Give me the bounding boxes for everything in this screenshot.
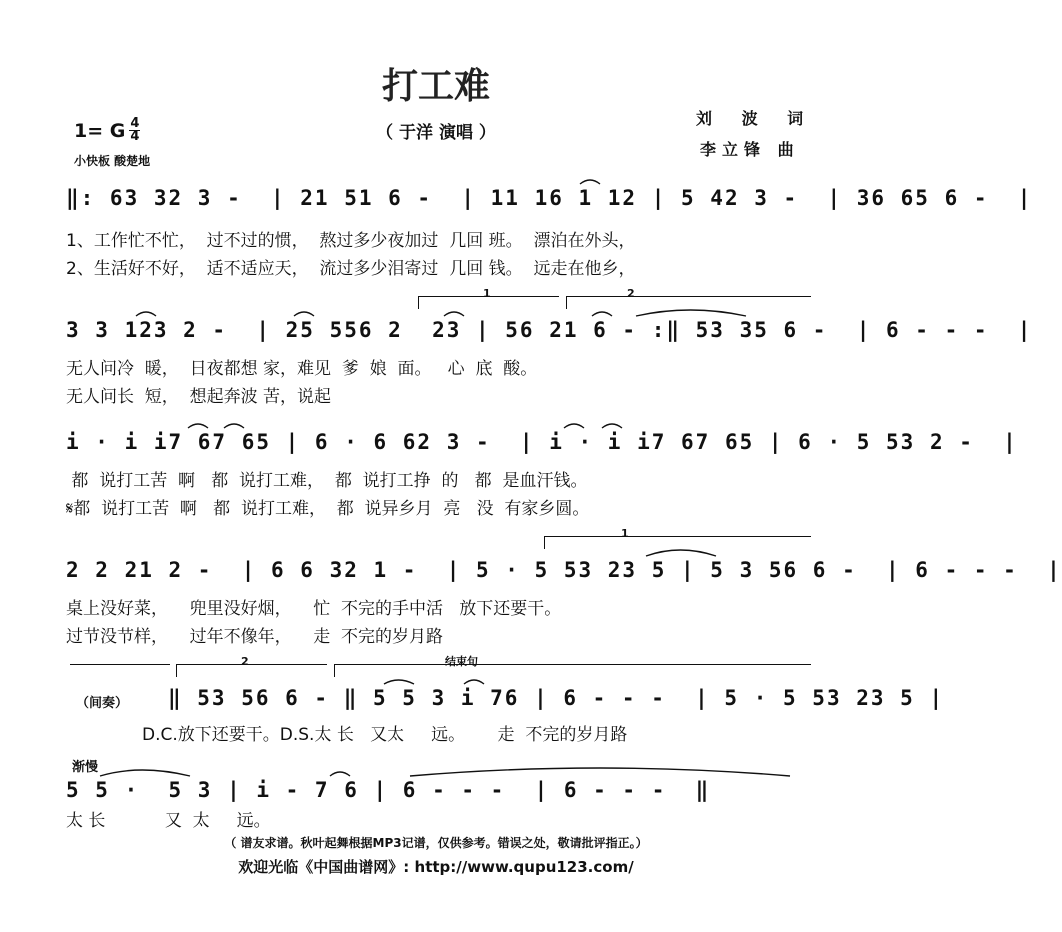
lyric-line-2-verse-2: 无人问长 短， 想起奔波 苦，说起	[66, 387, 332, 407]
slur-16	[410, 768, 790, 776]
slur-15	[330, 772, 350, 776]
ending-phrase-bracket	[334, 655, 811, 677]
score-line-3: i · i i7 67 65 | 6 · 6 62 3 - | i · i i7 67 65 | 6 · 5 53 2 - |	[66, 430, 1018, 454]
lyric-line-2-verse-1: 无人问冷 暖， 日夜都想 家，难见 爹 娘 面。 心 底 酸。	[66, 359, 538, 379]
volta-1-label: 1	[483, 287, 491, 300]
slur-11	[646, 550, 716, 556]
slur-9	[564, 424, 584, 428]
tempo-marking: 小快板 酸楚地	[74, 154, 151, 168]
slur-8	[224, 424, 244, 428]
interlude-line	[70, 664, 170, 677]
lyric-line-4-verse-2: 过节没节样， 过年不像年， 走 不完的岁月路	[66, 627, 444, 647]
score-line-6: 5 5 · 5 3 | i - 7 6 | 6 - - - | 6 - - - ‖	[66, 778, 711, 802]
lyric-line-4-verse-1: 桌上没好菜， 兜里没好烟， 忙 不完的手中活 放下还要干。	[66, 599, 562, 619]
slur-1	[580, 180, 600, 184]
score-line-1: ‖: 63 32 3 - | 21 51 6 - | 11 16 1 12 | 5 42 3 - | 36 65 6 - |	[66, 186, 1033, 210]
site-credit: 欢迎光临《中国曲谱网》: http://www.qupu123.com/	[238, 858, 634, 876]
volta-2-second	[176, 655, 327, 677]
lyric-line-5: D.C.放下还要干。D.S.太 长 又太 远。 走 不完的岁月路	[142, 725, 628, 745]
interlude-label: （间奏）	[76, 696, 129, 711]
slur-3	[294, 312, 314, 316]
slur-4	[444, 312, 464, 316]
song-title: 打工难	[381, 66, 490, 107]
lyric-line-1-verse-1: 1、工作忙不忙， 过不过的惯， 熬过多少夜加过 几回 班。 漂泊在外头，	[66, 231, 636, 251]
composer-credit: 李立锋 曲	[700, 140, 800, 159]
slur-13	[464, 680, 484, 684]
lyric-line-3-verse-1: 都 说打工苦 啊 都 说打工难， 都 说打工挣 的 都 是血汗钱。	[66, 471, 588, 491]
slur-12	[384, 680, 414, 684]
lyric-line-6: 太 长 又 太 远。	[66, 811, 271, 831]
score-line-4: 2 2 21 2 - | 6 6 32 1 - | 5 · 5 53 23 5 | 5 3 56 6 - | 6 - - - |	[66, 558, 1062, 582]
volta-2-second-label: 2	[241, 655, 249, 668]
key-signature	[74, 118, 140, 143]
lyricist-credit: 刘 波 词	[696, 109, 816, 128]
volta-1-second	[544, 527, 811, 549]
time-bottom: 4	[130, 129, 140, 144]
time-top: 4	[130, 116, 140, 131]
volta-2-label: 2	[627, 287, 635, 300]
slur-2	[136, 312, 156, 316]
ending-phrase-label: 结束句	[445, 655, 478, 668]
slur-10	[602, 424, 622, 428]
lyric-line-3-verse-2: 𝄋都 说打工苦 啊 都 说打工难， 都 说异乡月 亮 没 有家乡圆。	[66, 499, 590, 519]
score-line-5: ‖ 53 56 6 - ‖ 5 5 3 i 76 | 6 - - - | 5 · 5 53 23 5 |	[168, 686, 945, 710]
volta-2	[566, 287, 811, 309]
slur-5	[592, 312, 612, 316]
slur-7	[188, 424, 208, 428]
transcription-note: （ 谱友求谱。秋叶起舞根据MP3记谱，仅供参考。错误之处，敬请批评指正。）	[224, 836, 648, 850]
slur-6	[636, 310, 746, 316]
volta-1	[418, 287, 559, 309]
singer-credit: （ 于洋 演唱 ）	[376, 123, 496, 143]
volta-1-second-label: 1	[621, 527, 629, 540]
lyric-line-1-verse-2: 2、生活好不好， 适不适应天， 流过多少泪寄过 几回 钱。 远走在他乡，	[66, 259, 636, 279]
ritardando-label: 渐慢	[72, 760, 99, 775]
time-signature	[129, 118, 140, 143]
key-label: 1= G	[74, 119, 126, 142]
score-line-2: 3 3 123 2 - | 25 556 2 23 | 56 21 6 - :‖ 53 35 6 - | 6 - - - |	[66, 318, 1033, 342]
slur-14	[100, 770, 190, 776]
